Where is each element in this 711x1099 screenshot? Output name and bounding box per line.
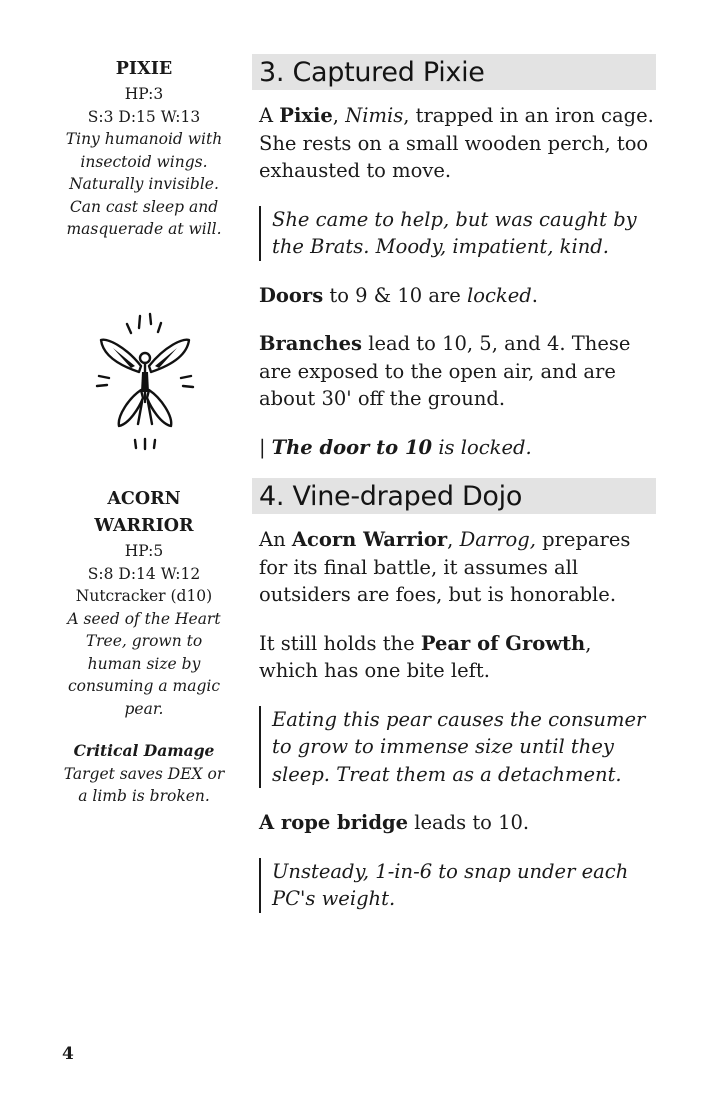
- pixie-illustration: [95, 306, 195, 458]
- rope-bridge-paragraph: A rope bridge leads to 10.: [259, 811, 530, 834]
- section-captured-pixie: [252, 54, 656, 461]
- section-3-title: 3. Captured Pixie: [252, 54, 656, 90]
- acorn-warrior-description: A seed of the Heart Tree, grown to human size by consuming a magic pear.: [67, 609, 221, 718]
- acorn-warrior-stats: S:8 D:14 W:12: [87, 564, 201, 583]
- rope-bridge-quote: Unsteady, 1-in-6 to snap under each PC's weight.: [259, 858, 656, 913]
- critical-damage-text: Target saves DEX or a limb is broken.: [63, 764, 225, 805]
- acorn-warrior-intro-paragraph: An Acorn Warrior, Darrog, prepares for its final battle, it assumes all outsiders are foes, but is honorable.: [259, 528, 631, 606]
- pixie-stat-block: [58, 56, 230, 241]
- acorn-warrior-weapon: Nutcracker (d10): [75, 587, 213, 605]
- locked-door-note: | The door to 10 is locked.: [259, 435, 532, 459]
- doors-paragraph: Doors to 9 & 10 are locked.: [259, 283, 538, 307]
- section-vine-draped-dojo: [252, 478, 656, 913]
- pear-of-growth-paragraph: It still holds the Pear of Growth, which has one bite left.: [259, 631, 592, 682]
- pixie-name: PIXIE: [115, 59, 173, 79]
- pixie-intro-paragraph: A Pixie, Nimis, trapped in an iron cage. She rests on a small wooden perch, too exhausted to move.: [259, 104, 654, 182]
- acorn-warrior-name: ACORN WARRIOR: [94, 489, 194, 536]
- branches-paragraph: Branches lead to 10, 5, and 4. These are exposed to the open air, and are about 30' off the ground.: [259, 332, 631, 410]
- page-number: 4: [62, 1044, 74, 1064]
- pixie-description: Tiny humanoid with insectoid wings. Naturally invisible. Can cast sleep and masquerade at will.: [65, 130, 223, 238]
- acorn-warrior-stat-block: [58, 486, 230, 808]
- acorn-warrior-hp: HP:5: [124, 542, 164, 560]
- pixie-hp: HP:3: [124, 85, 164, 103]
- pixie-stats: S:3 D:15 W:13: [87, 107, 201, 126]
- section-4-title: 4. Vine-draped Dojo: [252, 478, 656, 514]
- pear-effect-quote: Eating this pear causes the consumer to grow to immense size until they sleep. Treat them as a detachment.: [259, 706, 656, 789]
- critical-damage-title: Critical Damage: [73, 741, 215, 760]
- pixie-flavor-quote: She came to help, but was caught by the Brats. Moody, impatient, kind.: [259, 206, 656, 261]
